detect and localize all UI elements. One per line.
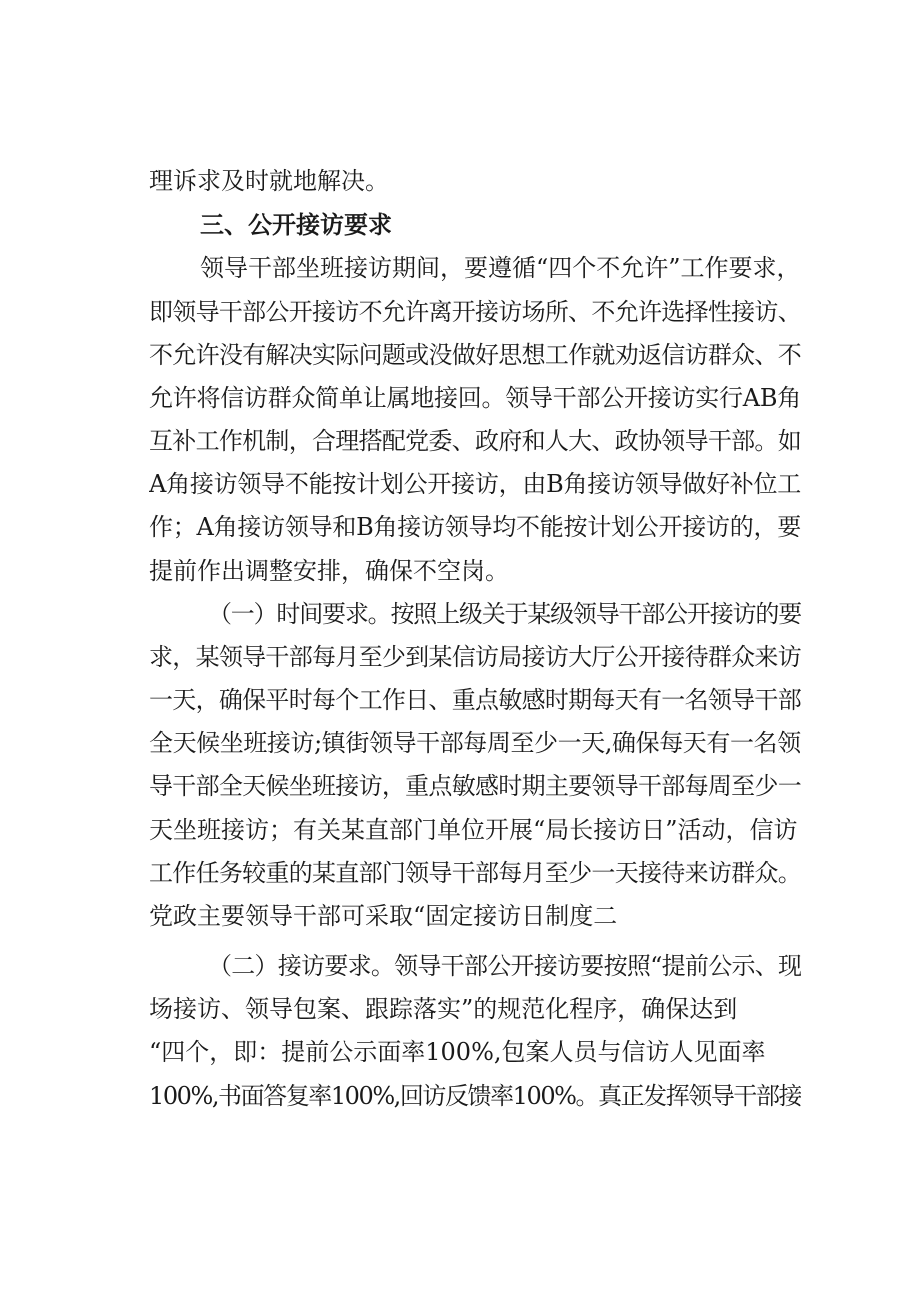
paragraph-line: 天坐班接访；有关某直部门单位开展“局长接访日”活动，信访 [149, 816, 798, 844]
paragraph-line: A角接访领导不能按计划公开接访，由B角接访领导做好补位工 [149, 470, 801, 498]
paragraph-line: 全天候坐班接访;镇街领导干部每周至少一天,确保每天有一名领 [149, 729, 801, 757]
paragraph-line: 求，某领导干部每月至少到某信访局接访大厅公开接待群众来访 [149, 643, 801, 671]
section-heading: 三、公开接访要求 [200, 211, 392, 239]
paragraph-line: 不允许没有解决实际问题或没做好思想工作就劝返信访群众、不 [149, 341, 801, 369]
paragraph-line: 理诉求及时就地解决。 [149, 167, 389, 195]
paragraph-line: 工作任务较重的某直部门领导干部每月至少一天接待来访群众。 [149, 859, 801, 887]
paragraph-line: 100%,书面答复率100%,回访反馈率100%。真正发挥领导干部接 [149, 1082, 801, 1110]
paragraph-line: 提前作出调整安排，确保不空岗。 [149, 557, 509, 585]
paragraph-line: 作；A角接访领导和B角接访领导均不能按计划公开接访的，要 [149, 513, 801, 541]
paragraph-line: 互补工作机制，合理搭配党委、政府和人大、政协领导干部。如 [149, 427, 801, 455]
subsection-line: （二）接访要求。领导干部公开接访要按照“提前公示、现 [208, 952, 801, 980]
paragraph-line: 即领导干部公开接访不允许离开接访场所、不允许选择性接访、 [149, 298, 801, 326]
subsection-line: （一）时间要求。按照上级关于某级领导干部公开接访的要 [208, 600, 801, 628]
paragraph-line: 一天，确保平时每个工作日、重点敏感时期每天有一名领导干部 [149, 686, 801, 714]
paragraph-line: 党政主要领导干部可采取“固定接访日制度二 [149, 902, 618, 930]
paragraph-line: 领导干部坐班接访期间，要遵循“四个不允许”工作要求， [200, 254, 801, 282]
paragraph-line: 导干部全天候坐班接访，重点敏感时期主要领导干部每周至少一 [149, 772, 801, 800]
paragraph-line: 允许将信访群众简单让属地接回。领导干部公开接访实行AB角 [149, 384, 801, 412]
paragraph-line: “四个，即：提前公示面率100%,包案人员与信访人见面率 [149, 1038, 766, 1066]
paragraph-line: 场接访、领导包案、跟踪落实”的规范化程序，确保达到 [149, 995, 738, 1023]
